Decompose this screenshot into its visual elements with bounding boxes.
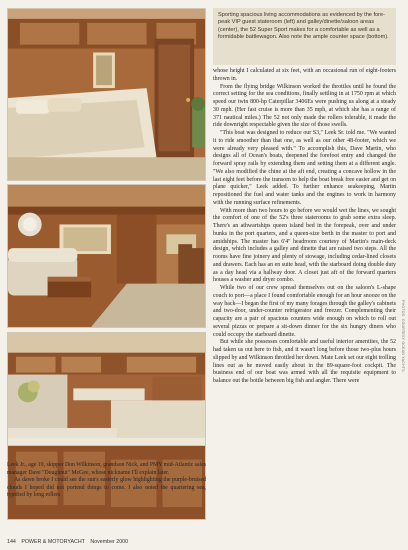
magazine-name: POWER & MOTORYACHT — [21, 539, 85, 545]
issue-date: November 2000 — [90, 539, 129, 545]
article-paragraph: As dawn broke I could see the sun's easterly glow highlighting the purple-bruised clouds I hoped did not portend things to come. I also noted the quartering sea, typified by long rollers — [7, 477, 206, 499]
article-paragraph: "This boat was designed to reduce our S3," Leek Sr. told me. "We wanted it to ride smoother than that one, as well as our other 48-footer, which we were already very pleased with." To accomplish this, Dave Martin, who designs all of Ocean's boats, deepened the forefoot entry and changed the forward spray rails by extending them and setting them at a different angle. "We also modified the chine at the aft end, creating a concave hollow in the last eight feet before the transom to help the boat break free easier and get on plane quicker," Leek added. To further enhance seakeeping, Martin repositioned the fuel and water tanks and the engines to work in harmony with the running surface refinements. — [213, 130, 396, 206]
article-paragraph: Leek Jr., age 19, skipper Don Wilkinson, grandson Nick, and PMY mid-Atlantic sales manager Dave "Doughnut" McGee, whose nickname I'll explain later. — [7, 462, 206, 476]
photo-column — [7, 8, 206, 522]
page-footer — [7, 538, 247, 547]
article-paragraph: whose height I calculated at six feet, with an occasional run of eight-footers thrown in. — [213, 68, 396, 82]
page-number: 144 — [7, 539, 16, 545]
article-column-right — [213, 68, 396, 386]
article-paragraph: From the flying bridge Wilkinson worked the throttles until he found the correct setting for the sea conditions, finally settling in at 1750 rpm at which speed our twin 800-hp Caterpillar 3406Es were pushing us along at a steady 30 mph. (Her fast cruise is more than 35 mph, at which she has a range of 371 nautical miles.) The 52 not only made the rollers tolerable, it made the ride downright respectable given the size of those swells. — [213, 83, 396, 129]
article-paragraph: With more than two hours to go before we would wet the lines, we sought the comfort of one of the 52's three staterooms to grab some extra sleep. There's an athwartships queen island bed in the forepeak, over and under bunks in the port quarters, and a queen-size berth in the master to port and amidships. The master has 6'4" headroom courtesy of Martin's main-deck design, which includes a galley and dinette that are raised two steps. All the rooms have fine joinery and plenty of stowage, including cedar-lined closets and drawers. Each has an en suite head, with the starboard doing double duty as a day head via a hallway door. A closet just aft of the forward quarters houses a washer and dryer combo. — [213, 207, 396, 284]
article-column-left — [7, 462, 206, 500]
photo-caption: Sporting spacious living accommodations as evidenced by the fore-peak VIP guest stateroom (left) and galley/dinette/saloon areas (center), the 52 Super Sport makes for a comfortable as well as a formidable battlewagon. Also note the ample counter space (bottom). — [213, 8, 396, 65]
photo-saloon-galley — [7, 184, 206, 328]
article-paragraph: While two of our crew spread themselves out on the saloon's L-shape couch to port—a place I found comfortable enough for an hour snooze on the way back—I began the first of my many forages through the galley's cabinets and two-door, under-counter refrigerator and freezer. Complementing their capacity are a pair of spacious counters wide enough on which to roll out several pizzas or prepare a sit-down dinner for the six hungry diners who could occupy the starboard dinette. — [213, 285, 396, 338]
photo-credit: PHOTOS: COURTESY OCEAN YACHTS — [401, 300, 405, 372]
article-paragraph: But while she possesses comfortable and useful interior amenities, the 52 had taken us out here to fish, and it wasn't long before those two-plus hours slipped by and Wilkinson throttled her down. Mate Leek set our eight trolling lines out as he moved easily about in the 89-square-foot cockpit. The business end of our boat was armed with all the requisite equipment to balance out the bottle between big fish and angler. There were — [213, 339, 396, 384]
photo-vip-stateroom — [7, 8, 206, 181]
